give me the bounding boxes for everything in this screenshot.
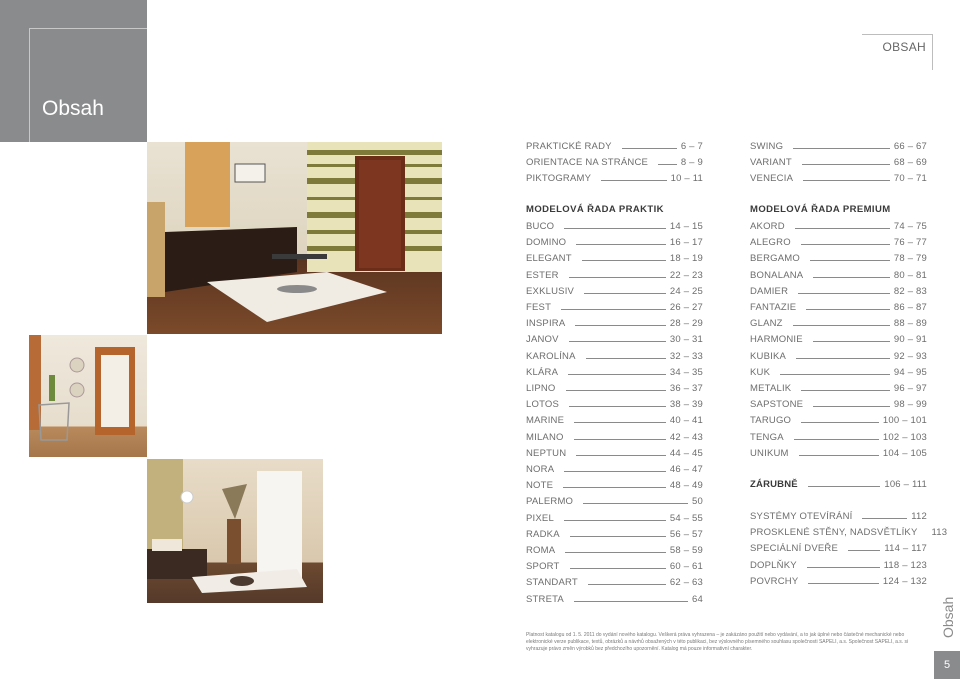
- leader-line: [569, 405, 666, 407]
- toc-entry: [526, 447, 703, 459]
- toc-entry-pages: 102 – 103: [882, 431, 927, 443]
- toc-entry-pages: 32 – 33: [669, 350, 703, 362]
- leader-line: [564, 470, 666, 472]
- toc-entry: [750, 252, 927, 264]
- leader-line: [569, 276, 666, 278]
- toc-entry-pages: 100 – 101: [882, 415, 927, 427]
- toc-entry: [750, 398, 927, 410]
- leader-line: [582, 259, 666, 261]
- toc-entry-pages: 14 – 15: [669, 221, 703, 232]
- toc-entry-label: NORA: [526, 464, 555, 475]
- toc-entry-label: FANTAZIE: [750, 302, 797, 313]
- toc-entry-pages: 86 – 87: [893, 302, 927, 313]
- toc-entry-label: PROSKLENÉ STĚNY, NADSVĚTLÍKY: [750, 527, 918, 539]
- toc-entry-label: HARMONIE: [750, 334, 803, 346]
- toc-entry-pages: 114 – 117: [884, 543, 927, 555]
- leader-line: [793, 324, 890, 326]
- toc-entry-pages: 26 – 27: [669, 302, 703, 313]
- toc-entry-label: ORIENTACE NA STRÁNCE: [526, 157, 649, 168]
- leader-line: [810, 259, 890, 261]
- leader-line: [848, 549, 880, 551]
- toc-entry-pages: 113: [931, 527, 948, 539]
- toc-entry: [526, 269, 703, 281]
- toc-entry-pages: 104 – 105: [882, 447, 927, 459]
- toc-entry-label: VARIANT: [750, 157, 792, 168]
- leader-line: [813, 276, 890, 278]
- toc-entry-pages: 62 – 63: [669, 577, 703, 589]
- toc-entry-label: KUK: [750, 366, 771, 378]
- toc-entry-pages: 18 – 19: [669, 253, 703, 265]
- side-label: [930, 598, 960, 638]
- toc-entry-pages: 66 – 67: [893, 141, 927, 152]
- toc-entry-label: JANOV: [526, 334, 559, 346]
- toc-entry: [750, 140, 927, 152]
- toc-entry: [526, 414, 703, 426]
- toc-entry: [750, 431, 927, 443]
- leader-line: [622, 147, 677, 149]
- toc-entry-pages: 94 – 95: [893, 366, 927, 378]
- toc-entry: [750, 366, 927, 378]
- toc-entry-pages: 92 – 93: [893, 350, 927, 362]
- toc-entry-label: BUCO: [526, 221, 555, 232]
- leader-line: [780, 373, 890, 375]
- section-heading-premium: MODELOVÁ ŘADA PREMIUM: [750, 204, 891, 215]
- toc-entry-zarubne: [750, 478, 927, 490]
- leader-line: [588, 583, 666, 585]
- toc-entry-label: ESTER: [526, 269, 559, 281]
- toc-entry-label: SWING: [750, 141, 784, 152]
- leader-line: [808, 582, 879, 584]
- toc-entry-pages: 36 – 37: [669, 383, 703, 394]
- toc-entry-label: PIXEL: [526, 512, 554, 524]
- toc-entry-label: EXKLUSIV: [526, 285, 575, 297]
- toc-entry: [526, 544, 703, 556]
- leader-line: [575, 324, 665, 326]
- toc-entry-pages: 40 – 41: [669, 415, 703, 427]
- toc-entry-pages: 90 – 91: [893, 334, 927, 346]
- toc-entry-label: PALERMO: [526, 496, 574, 508]
- toc-entry-label: DOPLŇKY: [750, 559, 797, 571]
- leader-line: [563, 486, 666, 488]
- leader-line: [570, 567, 666, 569]
- leader-line: [564, 519, 666, 521]
- toc-entry: [526, 528, 703, 540]
- toc-entry: [526, 140, 703, 152]
- leader-line: [568, 373, 666, 375]
- leader-line: [574, 600, 688, 602]
- toc-entry: [750, 447, 927, 459]
- leader-line: [566, 389, 666, 391]
- toc-entry-label: ALEGRO: [750, 237, 791, 249]
- toc-entry-pages: 28 – 29: [669, 318, 703, 330]
- toc-entry: [526, 593, 703, 605]
- leader-line: [807, 566, 880, 568]
- toc-entry-pages: 58 – 59: [669, 545, 703, 556]
- toc-entry-label: METALIK: [750, 383, 792, 394]
- leader-line: [583, 502, 688, 504]
- bedroom-photo: [147, 459, 323, 603]
- toc-entry-label: ZÁRUBNĚ: [750, 479, 798, 490]
- toc-entry: [526, 463, 703, 475]
- toc-entry-label: AKORD: [750, 221, 785, 232]
- toc-entry-pages: 64: [692, 593, 703, 605]
- leader-line: [808, 485, 881, 487]
- leader-line: [564, 227, 666, 229]
- bedroom-illustration: [147, 459, 323, 603]
- toc-entry: [526, 350, 703, 362]
- toc-entry-pages: 112: [911, 511, 927, 522]
- page-number: 5: [934, 651, 960, 679]
- toc-entry: [526, 317, 703, 329]
- leader-line: [801, 389, 890, 391]
- toc-entry: [750, 317, 927, 329]
- section-heading-praktik: MODELOVÁ ŘADA PRAKTIK: [526, 204, 664, 215]
- toc-entry: [526, 495, 703, 507]
- leader-line: [565, 551, 666, 553]
- toc-entry: [750, 414, 927, 426]
- toc-entry: [526, 252, 703, 264]
- toc-entry-label: VENECIA: [750, 173, 794, 184]
- footnote: Platnost katalogu od 1. 5. 2011 do vydání nového katalogu. Veškerá práva vyhrazena – je zakázáno použití nebo vydávání, a to jak úplné nebo částečné mechanické nebo elektronické verze publikace, textů, obrázků a návrhů obsažených v této publikaci, bez výslovného písemného souhlasu společnosti SAPELI, a.s. Společnost SAPELI, a.s. si vyhrazuje právo změn výrobků bez předchozího upozornění. Katalog má pouze informativní charakter.: [526, 632, 909, 652]
- toc-entry-pages: 74 – 75: [893, 221, 927, 232]
- leader-line: [806, 308, 890, 310]
- toc-entry-label: INSPIRA: [526, 318, 566, 330]
- living-room-illustration: [147, 142, 442, 334]
- toc-entry-pages: 30 – 31: [669, 334, 703, 346]
- toc-entry-pages: 8 – 9: [680, 157, 703, 168]
- leader-line: [576, 243, 666, 245]
- toc-entry-label: MARINE: [526, 415, 565, 427]
- leader-line: [601, 179, 666, 181]
- toc-entry-pages: 46 – 47: [669, 464, 703, 475]
- toc-entry-pages: 78 – 79: [893, 253, 927, 265]
- toc-entry-label: UNIKUM: [750, 447, 789, 459]
- toc-entry-pages: 24 – 25: [669, 285, 703, 297]
- toc-entry: [750, 156, 927, 168]
- toc-entry: [526, 301, 703, 313]
- toc-entry: [750, 510, 927, 522]
- toc-entry: [526, 431, 703, 443]
- toc-entry-pages: 34 – 35: [669, 366, 703, 378]
- toc-entry: [750, 269, 927, 281]
- toc-entry: [526, 382, 703, 394]
- toc-entry-label: DAMIER: [750, 285, 789, 297]
- toc-entry-pages: 60 – 61: [669, 561, 703, 573]
- leader-line: [799, 454, 879, 456]
- toc-entry-label: SPECIÁLNÍ DVEŘE: [750, 543, 838, 555]
- leader-line: [570, 535, 666, 537]
- toc-entry: [750, 285, 927, 297]
- toc-entry: [526, 479, 703, 491]
- toc-entry-pages: 88 – 89: [893, 318, 927, 330]
- leader-line: [803, 179, 890, 181]
- toc-entry-label: SYSTÉMY OTEVÍRÁNÍ: [750, 511, 853, 522]
- toc-entry-label: SPORT: [526, 561, 560, 573]
- leader-line: [862, 517, 907, 519]
- toc-entry: [526, 576, 703, 588]
- toc-entry-label: KAROLÍNA: [526, 350, 576, 362]
- section-label: OBSAH: [882, 40, 926, 54]
- toc-entry: [750, 220, 927, 232]
- leader-line: [658, 163, 677, 165]
- toc-entry: [526, 398, 703, 410]
- toc-entry-pages: 54 – 55: [669, 512, 703, 524]
- toc-entry-label: MILANO: [526, 431, 564, 443]
- toc-entry-pages: 48 – 49: [669, 480, 703, 492]
- toc-entry-label: TENGA: [750, 431, 784, 443]
- toc-entry: [750, 526, 948, 539]
- toc-entry: [526, 333, 703, 345]
- toc-entry: [526, 172, 703, 184]
- toc-entry-label: ELEGANT: [526, 253, 572, 265]
- side-label-text: Obsah: [940, 596, 956, 638]
- toc-entry: [750, 236, 927, 248]
- toc-entry-pages: 98 – 99: [893, 399, 927, 411]
- toc-entry-label: KUBIKA: [750, 350, 787, 362]
- toc-entry-pages: 22 – 23: [669, 269, 703, 281]
- toc-entry: [526, 560, 703, 572]
- leader-line: [795, 227, 890, 229]
- toc-entry-label: PRAKTICKÉ RADY: [526, 141, 612, 152]
- toc-entry-pages: 82 – 83: [893, 285, 927, 297]
- leader-line: [802, 163, 890, 165]
- toc-entry-label: BERGAMO: [750, 253, 800, 265]
- toc-entry-label: DOMINO: [526, 237, 567, 249]
- toc-entry-label: STRETA: [526, 593, 564, 605]
- toc-entry-label: NEPTUN: [526, 447, 567, 459]
- toc-entry-pages: 50: [692, 496, 703, 508]
- living-room-photo: [147, 142, 442, 334]
- toc-entry-pages: 80 – 81: [893, 269, 927, 281]
- toc-entry-label: GLANZ: [750, 318, 783, 330]
- toc-entry-pages: 44 – 45: [669, 447, 703, 459]
- toc-entry-label: POVRCHY: [750, 575, 799, 587]
- toc-entry-label: SAPSTONE: [750, 399, 804, 411]
- toc-entry: [750, 172, 927, 184]
- leader-line: [586, 357, 666, 359]
- toc-entry: [526, 366, 703, 378]
- leader-line: [569, 340, 666, 342]
- leader-line: [574, 421, 666, 423]
- toc-entry-pages: 70 – 71: [893, 173, 927, 184]
- toc-entry-label: ROMA: [526, 545, 556, 556]
- toc-entry-pages: 96 – 97: [893, 383, 927, 394]
- toc-entry-pages: 16 – 17: [669, 237, 703, 249]
- toc-entry-pages: 42 – 43: [669, 431, 703, 443]
- hallway-photo: [29, 335, 147, 457]
- leader-line: [793, 147, 890, 149]
- toc-entry: [750, 559, 927, 571]
- toc-entry-pages: 124 – 132: [882, 575, 927, 587]
- toc-entry-pages: 68 – 69: [893, 157, 927, 168]
- toc-entry: [750, 350, 927, 362]
- toc-entry: [750, 382, 927, 394]
- leader-line: [796, 357, 890, 359]
- toc-entry-pages: 38 – 39: [669, 399, 703, 411]
- page-title: Obsah: [42, 97, 104, 120]
- toc-entry-pages: 118 – 123: [883, 559, 927, 571]
- toc-entry: [526, 220, 703, 232]
- toc-entry: [526, 512, 703, 524]
- leader-line: [794, 438, 879, 440]
- toc-entry-label: LOTOS: [526, 399, 560, 411]
- header-frame: [29, 28, 147, 142]
- leader-line: [561, 308, 666, 310]
- toc-entry-label: NOTE: [526, 480, 554, 492]
- toc-entry-label: FEST: [526, 302, 552, 313]
- toc-entry-pages: 76 – 77: [893, 237, 927, 249]
- toc-entry-pages: 56 – 57: [669, 528, 703, 540]
- leader-line: [801, 243, 890, 245]
- toc-entry: [750, 575, 927, 587]
- leader-line: [801, 421, 879, 423]
- leader-line: [574, 438, 666, 440]
- toc-entry-label: TARUGO: [750, 415, 792, 427]
- leader-line: [813, 340, 890, 342]
- toc-entry-label: KLÁRA: [526, 366, 559, 378]
- toc-entry: [526, 236, 703, 248]
- toc-entry-pages: 10 – 11: [670, 173, 703, 184]
- leader-line: [798, 292, 890, 294]
- toc-entry: [750, 542, 927, 554]
- leader-line: [813, 405, 890, 407]
- hallway-illustration: [29, 335, 147, 457]
- toc-entry-pages: 6 – 7: [680, 141, 703, 152]
- toc-entry: [526, 156, 703, 168]
- leader-line: [584, 292, 666, 294]
- toc-entry: [750, 333, 927, 345]
- toc-entry: [750, 301, 927, 313]
- toc-entry-label: PIKTOGRAMY: [526, 173, 592, 184]
- toc-entry: [526, 285, 703, 297]
- toc-entry-label: BONALANA: [750, 269, 804, 281]
- toc-entry-label: LIPNO: [526, 383, 556, 394]
- toc-entry-label: RADKA: [526, 528, 560, 540]
- leader-line: [576, 454, 666, 456]
- toc-entry-label: STANDART: [526, 577, 578, 589]
- toc-entry-pages: 106 – 111: [884, 479, 927, 490]
